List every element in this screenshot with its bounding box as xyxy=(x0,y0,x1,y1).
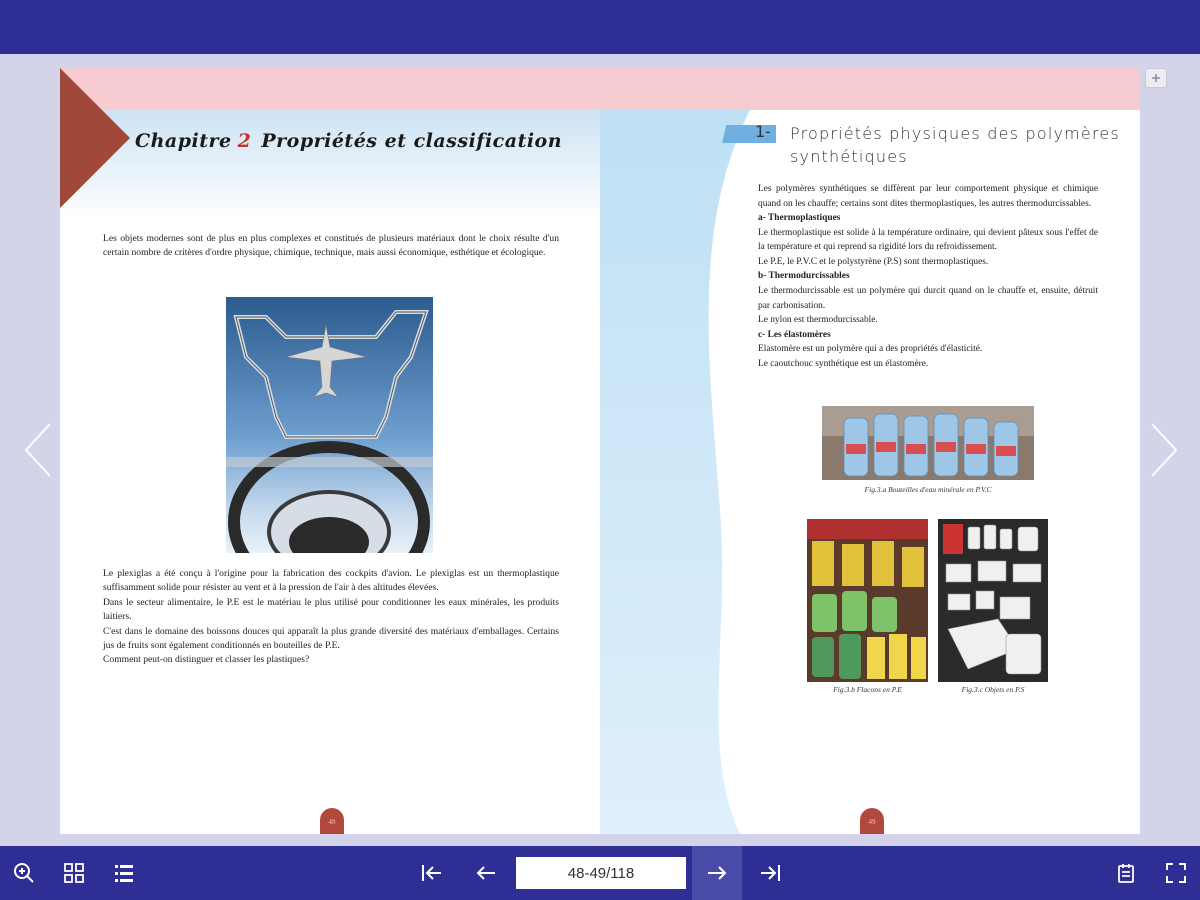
last-page-icon xyxy=(758,862,782,884)
caption-fig3c: Fig.3.c Objets en P.S xyxy=(961,685,1025,694)
section-title: Propriétés physiques des polymères synthétiques xyxy=(790,124,1120,167)
chevron-left-icon xyxy=(20,420,56,480)
notes-button[interactable] xyxy=(1114,861,1138,885)
polystyrene-objects-photo xyxy=(938,519,1048,682)
left-body-text: Le plexiglas a été conçu à l'origine pour la fabrication des cockpits d'avion. Le plexiglas est un thermoplastique suffisamment solide pour résister au vent et à la pression de l'air à des altitudes élevées. Dans le secteur alimentaire, le P.E est le matériau le plus utilisé pour conditionner les eaux minérales, les produits laitiers. C'est dans le domaine des boissons douces qui apparaît la plus grande diversité des matériaux d'emballages. Certains jus de fruits sont également conditionnés en bouteilles de P.E. Comment peut-on distinguer et classer les plastiques? xyxy=(103,568,559,666)
chapter-name: Propriétés et classification xyxy=(261,130,563,152)
caption-fig3b: Fig.3.b Flacons en P.E xyxy=(833,685,902,694)
plus-icon xyxy=(1150,72,1162,84)
previous-page-button[interactable] xyxy=(474,861,498,885)
section-number: 1- xyxy=(755,122,771,141)
previous-page-icon xyxy=(474,862,498,884)
zoom-in-icon xyxy=(13,862,35,884)
page-corner-button[interactable] xyxy=(1145,68,1167,88)
right-page xyxy=(600,68,1140,834)
table-of-contents-button[interactable] xyxy=(112,861,136,885)
next-page-button[interactable] xyxy=(705,861,729,885)
previous-page-arrow[interactable] xyxy=(20,420,56,480)
cockpit-photo xyxy=(226,297,433,553)
zoom-in-button[interactable] xyxy=(12,861,36,885)
top-bar xyxy=(0,0,1200,54)
first-page-button[interactable] xyxy=(420,861,444,885)
notes-icon xyxy=(1115,862,1137,884)
chapter-label: Chapitre xyxy=(135,130,232,152)
chapter-header xyxy=(60,110,600,222)
fullscreen-icon xyxy=(1165,862,1187,884)
caption-fig3a: Fig.3.a Bouteilles d'eau minérale en P.V.C xyxy=(864,485,992,494)
next-page-icon xyxy=(705,862,729,884)
containers-photo xyxy=(807,519,928,682)
chapter-number: 2 xyxy=(237,130,252,152)
first-page-icon xyxy=(420,862,444,884)
next-page-arrow[interactable] xyxy=(1146,420,1182,480)
thumbnails-icon xyxy=(63,862,85,884)
table-of-contents-icon xyxy=(113,862,135,884)
last-page-button[interactable] xyxy=(758,861,782,885)
right-body-text: Les polymères synthétiques se diffèrent par leur comportement physique et chimique quand on les chauffe; certains sont dites thermoplastiques, les autres thermodurcissables. a- Thermoplastiques Le thermoplastique est solide à la température ordinaire, qui devient pâteux sous l'effet de la température et qui reprend sa rigidité lors du refroidissement. Le P.E, le P.V.C et le polystyrène (P.S) sont thermoplastiques. b- Thermodurcissables Le thermodurcissable est un polymère qui durcit quand on le chauffe et, ensuite, détruit par carbonisation. Le nylon est thermodurcissable. c- Les élastomères Elastomère est un polymère qui a des propriétés d'élasticité. Le caoutchouc synthétique est un élastomère. xyxy=(758,184,1098,369)
bottles-photo xyxy=(822,406,1034,480)
thumbnails-button[interactable] xyxy=(62,861,86,885)
fullscreen-button[interactable] xyxy=(1164,861,1188,885)
book-spread xyxy=(60,68,1140,834)
chevron-right-icon xyxy=(1146,420,1182,480)
page-indicator-input[interactable] xyxy=(516,857,686,889)
page-number-left: 48 xyxy=(320,808,344,834)
intro-paragraph: Les objets modernes sont de plus en plus complexes et constitués de plusieurs matériaux dont le choix résulte d'un certain nombre de critères d'ordre physique, chimique, technique, mais aussi économique, esthétique et écologique. xyxy=(103,233,559,259)
page-number-right: 49 xyxy=(860,808,884,834)
left-page xyxy=(60,68,600,834)
chapter-title xyxy=(135,130,562,152)
chapter-triangle xyxy=(60,68,140,210)
